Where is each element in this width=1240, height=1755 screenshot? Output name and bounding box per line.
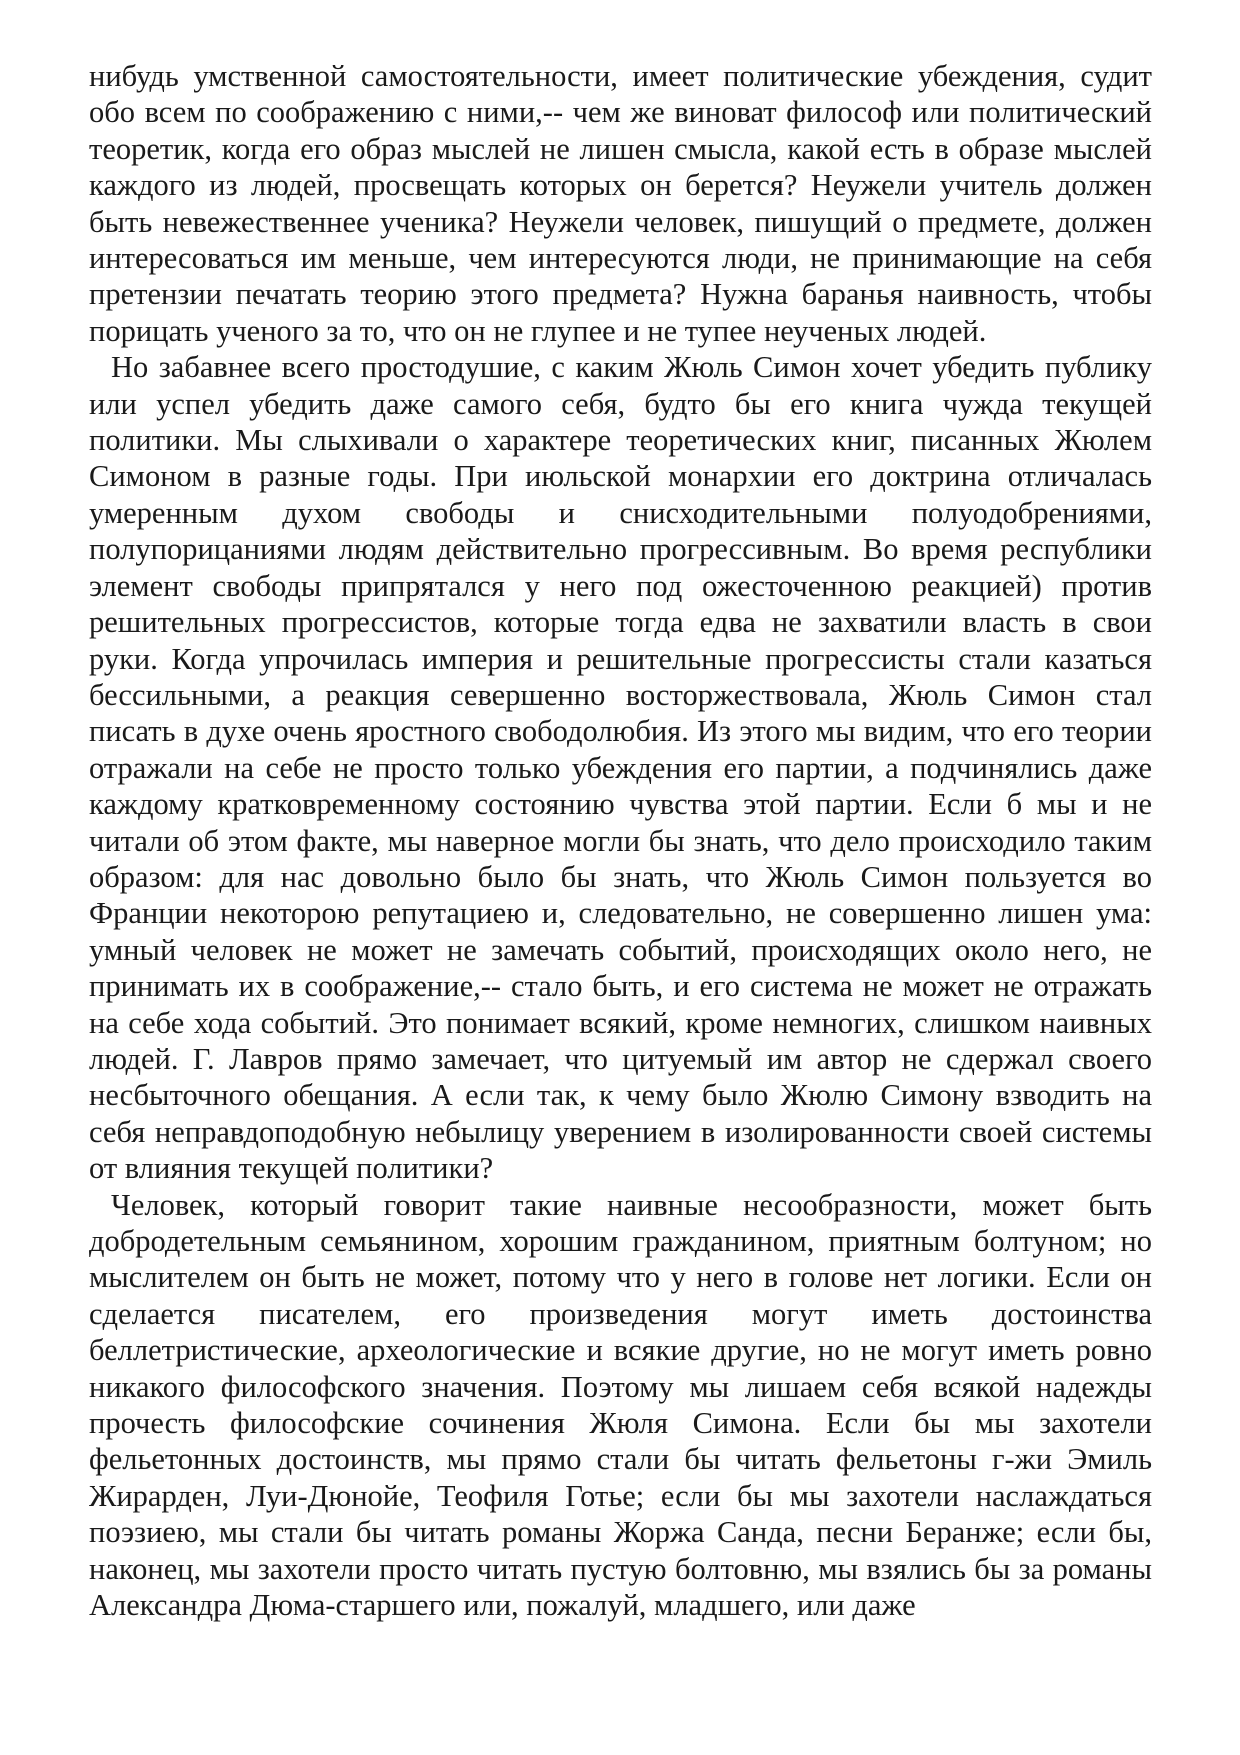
paragraph-1: нибудь умственной самостоятельности, имеет политические убеждения, судит обо всем по соображению с ними,-- чем же виноват философ или политический теоретик, когда его образ мыслей не лишен смысла, какой есть в образе мыслей каждого из людей, просвещать которых он берется? Неужели учитель должен быть невежественнее ученика? Неужели человек, пишущий о предмете, должен интересоваться им меньше, чем интересуются люди, не принимающие на себя претензии печатать теорию этого предмета? Нужна баранья наивность, чтобы порицать ученого за то, что он не глупее и не тупее неученых людей. <box>89 59 1152 348</box>
paragraph-3: Человек, который говорит такие наивные несообразности, может быть добродетельным семьянином, хорошим гражданином, приятным болтуном; но мыслителем он быть не может, потому что у него в голове нет логики. Если он сделается писателем, его произведения могут иметь достоинства беллетристические, археологические и всякие другие, но не могут иметь ровно никакого философского значения. Поэтому мы лишаем себя всякой надежды прочесть философские сочинения Жюля Симона. Если бы мы захотели фельетонных достоинств, мы прямо стали бы читать фельетоны г-жи Эмиль Жирарден, Луи-Дюнойе, Теофиля Готье; если бы мы захотели наслаждаться поэзиею, мы стали бы читать романы Жоржа Санда, песни Беранже; если бы, наконец, мы захотели просто читать пустую болтовню, мы взялись бы за романы Александра Дюма-старшего или, пожалуй, младшего, или даже <box>89 1187 1152 1623</box>
paragraph-2: Но забавнее всего простодушие, с каким Жюль Симон хочет убедить публику или успел убедить даже самого себя, будто бы его книга чужда текущей политики. Мы слыхивали о характере теоретических книг, писанных Жюлем Симоном в разные годы. При июльской монархии его доктрина отличалась умеренным духом свободы и снисходительными полуодобрениями, полупорицаниями людям действительно прогрессивным. Во время республики элемент свободы припрятался у него под ожесточенною реакцией) против решительных прогрессистов, которые тогда едва не захватили власть в свои руки. Когда упрочилась империя и решительные прогрессисты стали казаться бессильными, а реакция севершенно восторжествовала, Жюль Симон стал писать в духе очень яростного свободолюбия. Из этого мы видим, что его теории отражали на себе не просто только убеждения его партии, а подчинялись даже каждому кратковременному состоянию чувства этой партии. Если б мы и не читали об этом факте, мы наверное могли бы знать, что дело происходило таким образом: для нас довольно было бы знать, что Жюль Симон пользуется во Франции некоторою репутациею и, следовательно, не совершенно лишен ума: умный человек не может не замечать событий, происходящих около него, не принимать их в соображение,-- стало быть, и его система не может не отражать на себе хода событий. Это понимает всякий, кроме немногих, слишком наивных людей. Г. Лавров прямо замечает, что цитуемый им автор не сдержал своего несбыточного обещания. А если так, к чему было Жюлю Симону взводить на себя неправдоподобную небылицу уверением в изолированности своей системы от влияния текущей политики? <box>89 350 1152 1186</box>
document-body <box>89 58 1152 1623</box>
